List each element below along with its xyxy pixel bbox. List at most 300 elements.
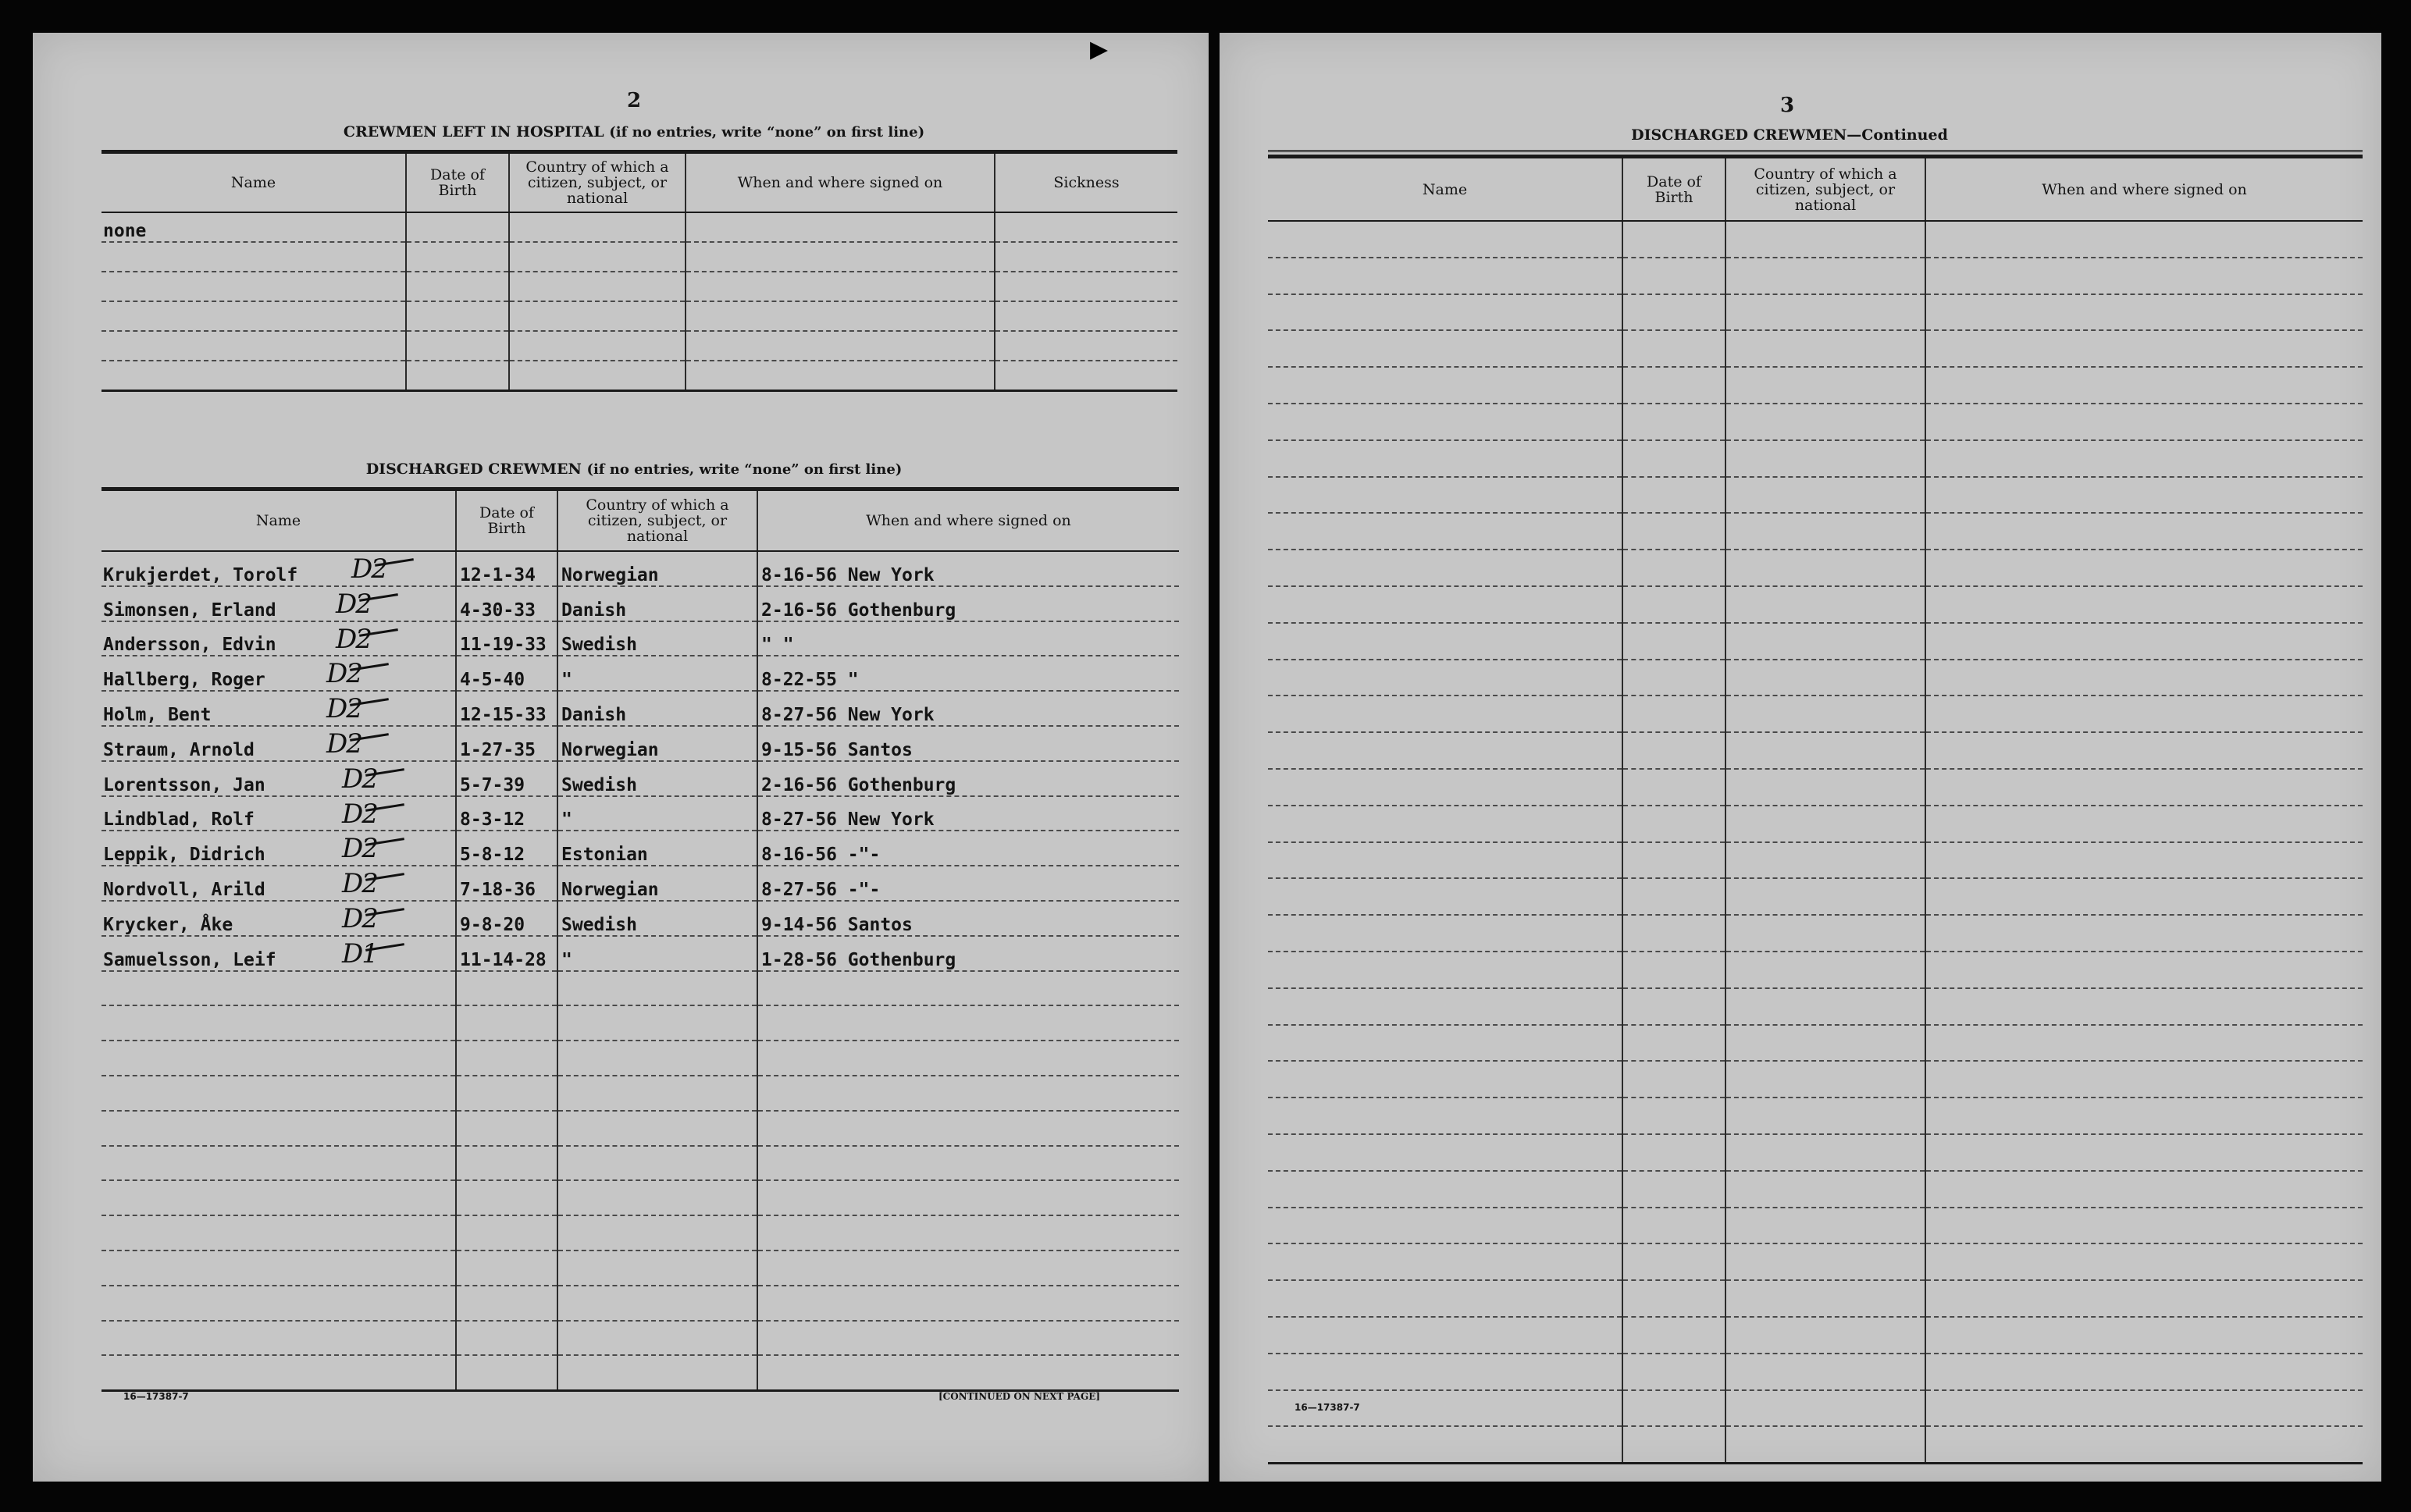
table-cell <box>101 1146 456 1181</box>
table-cell <box>1925 915 2363 952</box>
table-row <box>1268 294 2363 331</box>
table-cell <box>1268 1317 1622 1354</box>
discharge-mark: D2 <box>342 868 377 900</box>
country: Norwegian <box>557 726 757 761</box>
date-of-birth: 1-27-35 <box>456 726 557 761</box>
table-row <box>101 272 1177 301</box>
signed-on: 8-27-56 New York <box>757 691 1179 726</box>
table-cell <box>509 331 686 361</box>
table-cell <box>1622 513 1725 550</box>
table-cell <box>1725 1208 1925 1244</box>
col-header-date-of-birth: Date of Birth <box>406 152 509 213</box>
crewman-name: Lorentsson, Jan <box>103 774 265 795</box>
table-cell <box>1268 1243 1622 1280</box>
table-cell <box>1725 550 1925 586</box>
table-row <box>101 1111 1179 1146</box>
crewman-name-cell <box>101 901 456 936</box>
form-number: 16—17387-7 <box>123 1391 189 1402</box>
table-row <box>101 212 1177 242</box>
table-row <box>101 242 1177 272</box>
table-cell <box>1268 1171 1622 1208</box>
table-cell <box>1622 660 1725 696</box>
table-row <box>1268 221 2363 258</box>
date-of-birth: 12-1-34 <box>456 551 557 586</box>
signed-on: 9-15-56 Santos <box>757 726 1179 761</box>
table-cell <box>1268 1061 1622 1098</box>
table-cell <box>1725 988 1925 1025</box>
table-cell <box>101 242 406 272</box>
table-cell <box>1622 1426 1725 1463</box>
table-cell <box>1622 294 1725 331</box>
table-cell <box>1725 1025 1925 1062</box>
table-row <box>1268 330 2363 367</box>
crewman-name-cell <box>101 726 456 761</box>
table-cell <box>1268 915 1622 952</box>
table-cell <box>1925 1317 2363 1354</box>
table-row <box>1268 1171 2363 1208</box>
col-header-signed-on: When and where signed on <box>757 489 1179 552</box>
table-cell <box>1925 732 2363 769</box>
table-cell <box>1925 1098 2363 1134</box>
page-number: 2 <box>626 89 642 112</box>
table-cell <box>1925 1134 2363 1171</box>
table-row <box>1268 769 2363 806</box>
discharge-mark: D2 <box>336 588 371 620</box>
table-row <box>101 1005 1179 1041</box>
table-cell <box>686 361 995 391</box>
table-row <box>1268 258 2363 294</box>
table-cell <box>1725 221 1925 258</box>
table-cell <box>1725 1243 1925 1280</box>
table-cell <box>1725 1171 1925 1208</box>
table-cell <box>557 1146 757 1181</box>
col-header-country: Country of which a citizen, subject, or national <box>557 489 757 552</box>
hospital-section-title <box>251 123 1017 141</box>
page-number: 3 <box>1779 94 1795 117</box>
date-of-birth: 4-30-33 <box>456 586 557 621</box>
gutter-arrow-icon: ▸ <box>1090 27 1109 69</box>
table-cell <box>1725 660 1925 696</box>
col-header-signed-on: When and where signed on <box>1925 157 2363 222</box>
table-row <box>1268 550 2363 586</box>
crewman-name: Holm, Bent <box>103 704 212 725</box>
table-cell <box>757 1321 1179 1356</box>
signed-on: 8-22-55 " <box>757 656 1179 691</box>
table-cell <box>101 1251 456 1286</box>
table-cell <box>1268 878 1622 915</box>
table-row <box>101 936 1179 971</box>
crewman-name-cell <box>101 621 456 656</box>
table-cell <box>1925 842 2363 879</box>
table-cell <box>1268 842 1622 879</box>
table-cell <box>456 1215 557 1251</box>
table-row <box>101 1180 1179 1215</box>
table-cell <box>509 361 686 391</box>
date-of-birth: 11-14-28 <box>456 936 557 971</box>
table-cell <box>1925 404 2363 440</box>
signed-on: 1-28-56 Gothenburg <box>757 936 1179 971</box>
table-cell <box>1725 1280 1925 1317</box>
discharge-mark: D2 <box>351 553 386 585</box>
table-cell <box>757 1251 1179 1286</box>
date-of-birth: 8-3-12 <box>456 796 557 831</box>
date-of-birth: 12-15-33 <box>456 691 557 726</box>
table-cell <box>1268 769 1622 806</box>
discharged-instruction: (if no entries, write “none” on first line) <box>586 461 903 478</box>
table-cell <box>1925 878 2363 915</box>
table-cell <box>1268 258 1622 294</box>
table-cell <box>1925 586 2363 623</box>
table-cell <box>101 1355 456 1390</box>
table-cell <box>1268 550 1622 586</box>
discharged-section-title <box>251 461 1017 478</box>
discharge-mark: D1 <box>342 937 377 969</box>
table-cell <box>1268 732 1622 769</box>
table-cell <box>101 1215 456 1251</box>
table-cell <box>1622 586 1725 623</box>
table-cell <box>1268 1025 1622 1062</box>
table-cell <box>995 301 1177 331</box>
table-cell <box>1925 806 2363 842</box>
country: Swedish <box>557 901 757 936</box>
table-cell <box>1622 769 1725 806</box>
table-cell <box>757 1041 1179 1076</box>
table-cell <box>456 971 557 1006</box>
table-cell <box>1268 623 1622 660</box>
table-cell <box>557 1321 757 1356</box>
table-cell <box>406 212 509 242</box>
table-cell <box>1725 1134 1925 1171</box>
table-cell <box>1725 623 1925 660</box>
hospital-instruction: (if no entries, write “none” on first line) <box>609 124 925 141</box>
table-cell <box>1622 1171 1725 1208</box>
table-cell <box>406 242 509 272</box>
table-cell <box>1925 1354 2363 1390</box>
table-cell <box>509 272 686 301</box>
table-cell <box>757 971 1179 1006</box>
table-cell <box>1925 1426 2363 1463</box>
form-number: 16—17387-7 <box>1295 1402 1360 1413</box>
col-header-signed-on: When and where signed on <box>686 152 995 213</box>
table-cell <box>1725 367 1925 404</box>
table-cell <box>1622 330 1725 367</box>
table-cell <box>1925 367 2363 404</box>
table-row <box>1268 1243 2363 1280</box>
table-cell <box>456 1180 557 1215</box>
table-cell <box>1622 1208 1725 1244</box>
crewman-name: Krukjerdet, Torolf <box>103 564 298 585</box>
table-cell <box>1622 1317 1725 1354</box>
table-row <box>1268 988 2363 1025</box>
table-row <box>101 1321 1179 1356</box>
table-row <box>1268 1025 2363 1062</box>
table-cell <box>509 212 686 242</box>
table-cell <box>1268 294 1622 331</box>
crewman-name: Samuelsson, Leif <box>103 949 276 970</box>
table-cell <box>1925 988 2363 1025</box>
table-row <box>1268 1317 2363 1354</box>
table-row <box>1268 1354 2363 1390</box>
country: Swedish <box>557 761 757 796</box>
table-row <box>101 1076 1179 1111</box>
table-row <box>1268 1280 2363 1317</box>
table-cell <box>1725 732 1925 769</box>
table-cell <box>1725 915 1925 952</box>
table-cell <box>995 212 1177 242</box>
table-cell <box>1725 878 1925 915</box>
table-row <box>101 971 1179 1006</box>
table-cell <box>1925 1061 2363 1098</box>
country: " <box>557 656 757 691</box>
table-cell <box>1725 513 1925 550</box>
discharge-mark: D2 <box>336 623 371 655</box>
table-row <box>101 361 1177 391</box>
table-cell <box>1622 440 1725 477</box>
table-cell <box>1725 769 1925 806</box>
discharge-mark: D2 <box>326 658 361 690</box>
crewman-name: Simonsen, Erland <box>103 599 276 621</box>
table-cell <box>995 331 1177 361</box>
table-row <box>1268 1061 2363 1098</box>
crewman-name-cell <box>101 656 456 691</box>
table-row <box>101 1041 1179 1076</box>
table-cell <box>557 1005 757 1041</box>
col-header-name: Name <box>101 152 406 213</box>
table-row <box>101 1215 1179 1251</box>
table-cell <box>1268 1208 1622 1244</box>
table-cell <box>1268 221 1622 258</box>
top-rule <box>1268 150 2363 152</box>
right-page <box>1220 33 2381 1482</box>
table-cell <box>1925 513 2363 550</box>
crewman-name-cell <box>101 831 456 866</box>
col-header-name: Name <box>1268 157 1622 222</box>
table-row <box>1268 878 2363 915</box>
table-cell <box>456 1355 557 1390</box>
col-header-country: Country of which a citizen, subject, or national <box>509 152 686 213</box>
table-cell <box>1725 1061 1925 1098</box>
table-cell <box>1725 1317 1925 1354</box>
continued-note: [CONTINUED ON NEXT PAGE] <box>938 1391 1101 1402</box>
table-cell <box>1725 806 1925 842</box>
table-cell <box>557 971 757 1006</box>
table-cell <box>1622 915 1725 952</box>
signed-on: 8-27-56 -"- <box>757 866 1179 901</box>
table-row <box>1268 696 2363 732</box>
table-cell <box>1622 550 1725 586</box>
table-cell <box>456 1321 557 1356</box>
table-row <box>1268 513 2363 550</box>
table-row <box>101 331 1177 361</box>
table-cell <box>686 331 995 361</box>
table-cell <box>1268 404 1622 440</box>
crewman-name: Andersson, Edvin <box>103 635 276 656</box>
col-header-country: Country of which a citizen, subject, or national <box>1725 157 1925 222</box>
crewman-name-cell <box>101 866 456 901</box>
table-cell <box>1268 330 1622 367</box>
table-cell <box>557 1180 757 1215</box>
table-cell <box>1622 1098 1725 1134</box>
table-cell <box>1622 1280 1725 1317</box>
table-cell <box>1622 258 1725 294</box>
table-row <box>101 1251 1179 1286</box>
table-cell <box>1725 440 1925 477</box>
table-cell <box>557 1076 757 1111</box>
table-row <box>101 1286 1179 1321</box>
table-cell <box>1622 404 1725 440</box>
table-cell <box>1268 1426 1622 1463</box>
crewman-name: Nordvoll, Arild <box>103 879 265 900</box>
table-cell <box>1268 806 1622 842</box>
table-row <box>1268 440 2363 477</box>
table-row <box>101 1355 1179 1390</box>
discharged-header-row <box>101 489 1179 552</box>
table-cell <box>1925 1208 2363 1244</box>
table-cell <box>1622 1025 1725 1062</box>
signed-on: " " <box>757 621 1179 656</box>
country: Estonian <box>557 831 757 866</box>
table-cell <box>101 1286 456 1321</box>
table-cell <box>1268 696 1622 732</box>
table-cell <box>757 1286 1179 1321</box>
table-cell <box>1725 294 1925 331</box>
table-row <box>1268 1426 2363 1463</box>
table-cell <box>1925 696 2363 732</box>
continued-rows <box>1268 221 2363 1464</box>
table-cell <box>101 1076 456 1111</box>
table-row <box>1268 842 2363 879</box>
hospital-header-row <box>101 152 1177 213</box>
table-cell <box>686 212 995 242</box>
table-cell <box>101 1041 456 1076</box>
table-row <box>1268 586 2363 623</box>
table-cell <box>1622 477 1725 514</box>
table-cell <box>1268 1280 1622 1317</box>
table-cell <box>757 1146 1179 1181</box>
discharged-crewmen-table <box>101 487 1179 1392</box>
table-cell <box>1725 1390 1925 1427</box>
table-row <box>1268 477 2363 514</box>
crewman-name-cell <box>101 691 456 726</box>
table-cell <box>1925 623 2363 660</box>
table-cell <box>509 242 686 272</box>
discharged-title-text: DISCHARGED CREWMEN <box>365 461 582 478</box>
table-cell <box>1725 1426 1925 1463</box>
crewman-name: Lindblad, Rolf <box>103 809 255 831</box>
table-row <box>101 656 1179 691</box>
table-cell <box>1622 221 1725 258</box>
table-cell <box>557 1251 757 1286</box>
table-cell <box>1622 696 1725 732</box>
signed-on: 8-16-56 New York <box>757 551 1179 586</box>
country: Swedish <box>557 621 757 656</box>
table-cell <box>101 1005 456 1041</box>
discharge-mark: D2 <box>342 763 377 795</box>
hospital-title-text: CREWMEN LEFT IN HOSPITAL <box>343 123 604 141</box>
table-cell <box>1725 404 1925 440</box>
table-row <box>101 901 1179 936</box>
date-of-birth: 9-8-20 <box>456 901 557 936</box>
table-cell <box>456 1146 557 1181</box>
table-cell <box>757 1076 1179 1111</box>
table-cell <box>1622 1134 1725 1171</box>
table-cell <box>1268 367 1622 404</box>
table-cell <box>406 272 509 301</box>
col-header-name: Name <box>101 489 456 552</box>
table-cell <box>406 361 509 391</box>
table-row <box>101 866 1179 901</box>
signed-on: 8-16-56 -"- <box>757 831 1179 866</box>
table-cell <box>456 1286 557 1321</box>
table-cell <box>1925 1280 2363 1317</box>
table-row <box>1268 806 2363 842</box>
crewman-name: Krycker, Åke <box>103 914 233 935</box>
table-cell <box>1725 1354 1925 1390</box>
table-cell <box>456 1005 557 1041</box>
discharge-mark: D2 <box>326 693 361 725</box>
country: " <box>557 796 757 831</box>
table-cell <box>1268 1354 1622 1390</box>
table-cell <box>995 361 1177 391</box>
table-cell <box>1622 1354 1725 1390</box>
table-cell <box>557 1286 757 1321</box>
table-cell <box>1622 732 1725 769</box>
discharge-mark: D2 <box>342 798 377 830</box>
table-row <box>101 796 1179 831</box>
table-cell <box>686 242 995 272</box>
signed-on: 2-16-56 Gothenburg <box>757 761 1179 796</box>
country: Danish <box>557 691 757 726</box>
table-cell <box>1622 1061 1725 1098</box>
table-cell <box>1725 952 1925 988</box>
table-cell <box>1925 258 2363 294</box>
date-of-birth: 7-18-36 <box>456 866 557 901</box>
table-cell <box>101 1321 456 1356</box>
table-cell <box>557 1355 757 1390</box>
table-row <box>101 621 1179 656</box>
table-cell <box>101 971 456 1006</box>
table-cell <box>1268 660 1622 696</box>
table-cell <box>1268 988 1622 1025</box>
table-row <box>101 551 1179 586</box>
hospital-table <box>101 150 1177 392</box>
table-row <box>101 586 1179 621</box>
table-row <box>1268 915 2363 952</box>
table-cell <box>1268 952 1622 988</box>
table-cell <box>1925 440 2363 477</box>
table-cell <box>406 331 509 361</box>
table-cell <box>1925 330 2363 367</box>
table-cell <box>686 301 995 331</box>
table-cell <box>101 1111 456 1146</box>
table-cell <box>1268 586 1622 623</box>
table-cell <box>995 242 1177 272</box>
table-row <box>1268 660 2363 696</box>
table-cell <box>1925 1243 2363 1280</box>
table-cell <box>1925 952 2363 988</box>
table-cell <box>557 1041 757 1076</box>
table-row <box>1268 367 2363 404</box>
table-row <box>101 691 1179 726</box>
crewman-name: Leppik, Didrich <box>103 845 265 866</box>
discharge-mark: D2 <box>342 902 377 934</box>
table-row <box>1268 404 2363 440</box>
table-cell <box>456 1111 557 1146</box>
table-cell <box>456 1041 557 1076</box>
discharge-mark: D2 <box>326 728 361 760</box>
table-cell <box>757 1215 1179 1251</box>
table-cell <box>1925 769 2363 806</box>
